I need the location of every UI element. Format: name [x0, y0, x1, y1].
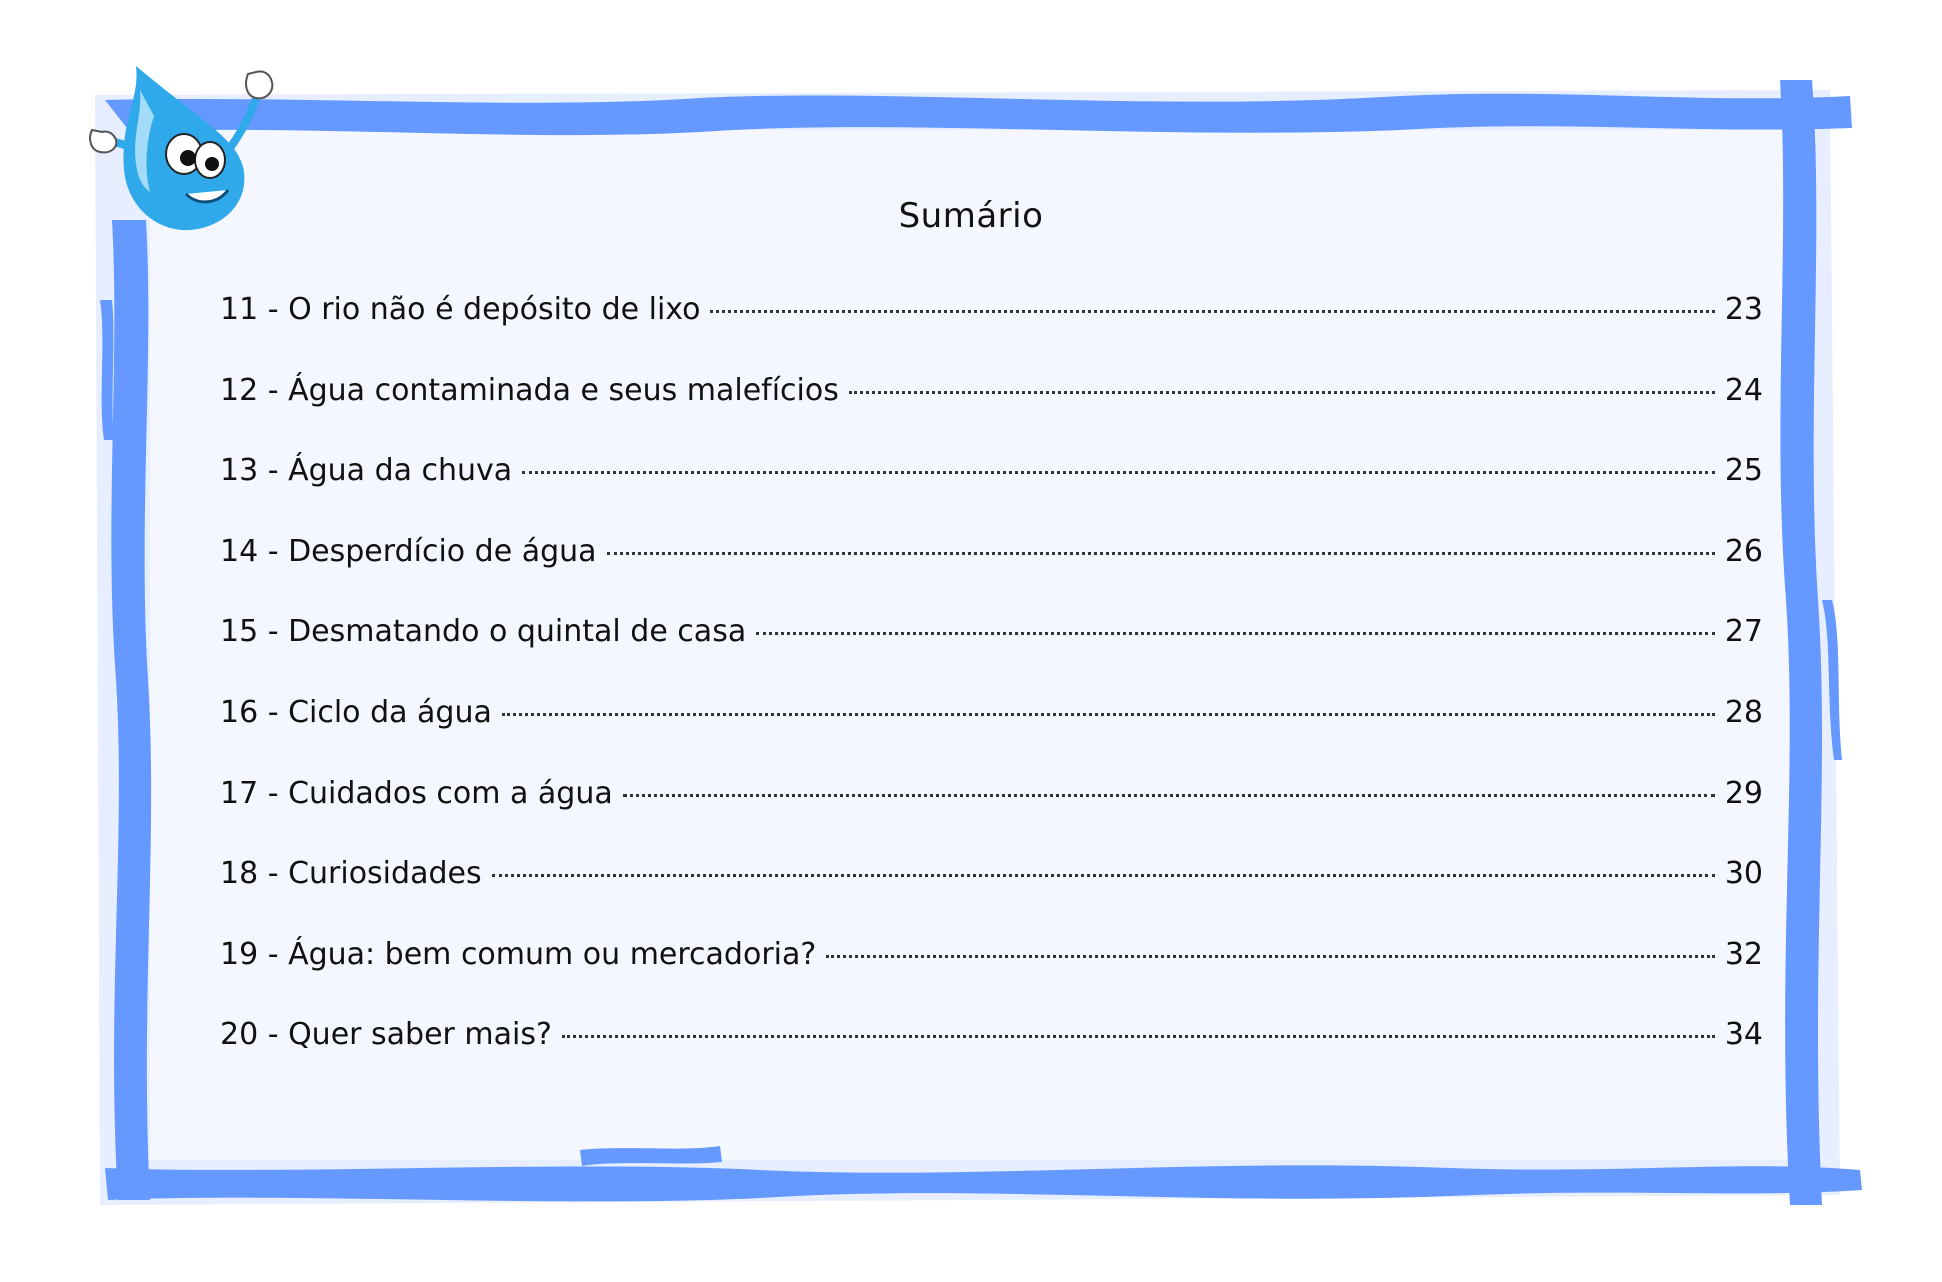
- toc-entry-20: [220, 1017, 1763, 1098]
- toc-dot-leader: [849, 391, 1715, 394]
- toc-dot-leader: [502, 713, 1715, 716]
- toc-entry-page: 32: [1724, 936, 1763, 972]
- frame-left-wisp: [100, 300, 114, 440]
- toc-entry-page: 24: [1724, 372, 1763, 408]
- toc-entry-page: 25: [1724, 453, 1763, 489]
- toc-dot-leader: [623, 794, 1715, 797]
- toc-entry-label: 12 - Água contaminada e seus malefícios: [220, 372, 839, 408]
- toc-dot-leader: [710, 310, 1714, 313]
- toc-entry-page: 34: [1724, 1017, 1763, 1053]
- toc-entry-12: [220, 373, 1763, 454]
- toc-entry-14: [220, 534, 1763, 615]
- toc-entry-label: 15 - Desmatando o quintal de casa: [220, 614, 747, 650]
- toc-dot-leader: [607, 552, 1715, 555]
- toc-entry-18: [220, 856, 1763, 937]
- mascot-right-glove: [246, 71, 272, 98]
- toc-entry-13: [220, 453, 1763, 534]
- toc-dot-leader: [562, 1035, 1715, 1038]
- toc-entry-label: 20 - Quer saber mais?: [220, 1017, 552, 1053]
- toc-entry-page: 27: [1724, 614, 1763, 650]
- toc-dot-leader: [756, 632, 1715, 635]
- toc-entry-19: [220, 937, 1763, 1018]
- toc-entry-page: 30: [1724, 856, 1763, 892]
- toc-entry-page: 23: [1724, 292, 1763, 327]
- table-of-contents: [220, 292, 1763, 1098]
- toc-entry-label: 11 - O rio não é depósito de lixo: [220, 292, 701, 327]
- toc-entry-page: 26: [1724, 533, 1763, 569]
- toc-entry-17: [220, 776, 1763, 857]
- toc-entry-16: [220, 695, 1763, 776]
- toc-entry-label: 16 - Ciclo da água: [220, 694, 492, 730]
- toc-entry-label: 13 - Água da chuva: [220, 453, 513, 489]
- mascot-left-glove: [90, 130, 116, 152]
- toc-entry-label: 19 - Água: bem comum ou mercadoria?: [220, 936, 817, 972]
- toc-dot-leader: [492, 874, 1715, 877]
- mascot-left-pupil: [180, 150, 196, 166]
- frame-bottom-wisp: [580, 1146, 722, 1166]
- toc-dot-leader: [522, 471, 1715, 474]
- toc-entry-label: 18 - Curiosidades: [220, 856, 482, 892]
- toc-dot-leader: [826, 955, 1715, 958]
- toc-entry-page: 29: [1724, 775, 1763, 811]
- toc-entry-15: [220, 614, 1763, 695]
- toc-entry-label: 14 - Desperdício de água: [220, 533, 597, 569]
- toc-entry-11: [220, 292, 1763, 373]
- page-title: Sumário: [898, 196, 1044, 236]
- mascot-right-pupil: [205, 157, 219, 171]
- toc-entry-label: 17 - Cuidados com a água: [220, 775, 613, 811]
- mascot-right-arm: [230, 98, 256, 148]
- toc-entry-page: 28: [1724, 694, 1763, 730]
